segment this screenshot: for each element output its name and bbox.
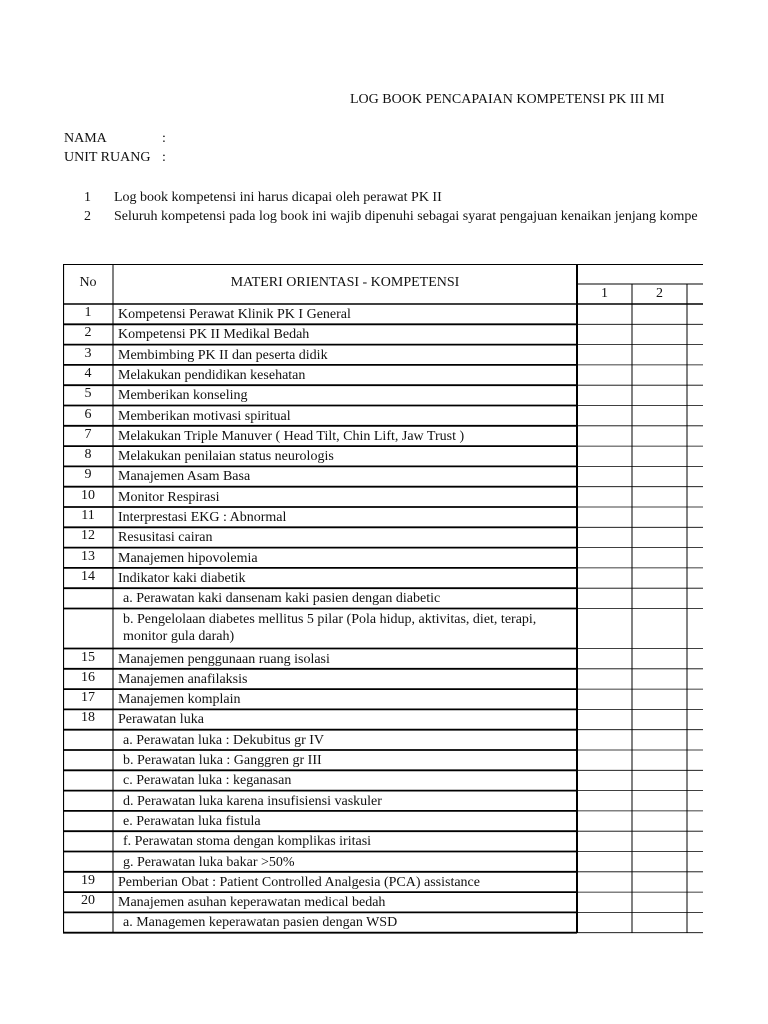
item-text — [118, 489, 220, 506]
item-text — [118, 326, 309, 343]
item-line: Resusitasi cairan — [118, 530, 213, 546]
note-text: Seluruh kompetensi pada log book ini wajib dipenuhi sebagai syarat pengajuan kenaikan jenjang kompe — [114, 209, 698, 224]
row-number: 11 — [81, 508, 95, 523]
document-title: LOG BOOK PENCAPAIAN KOMPETENSI PK III MI — [350, 92, 665, 107]
item-text — [118, 711, 204, 728]
item-line: Manajemen Asam Basa — [118, 469, 251, 485]
row-number: 10 — [81, 487, 95, 503]
row-number: 19 — [81, 872, 95, 888]
note-1 — [84, 190, 442, 206]
item-line: c. Perawatan luka : keganasan — [123, 773, 292, 789]
row-number: 4 — [84, 365, 92, 381]
item-line: a. Managemen keperawatan pasien dengan WSD — [123, 915, 398, 931]
item-line: Memberikan motivasi spiritual — [118, 408, 291, 424]
item-line-2: monitor gula darah) — [123, 628, 235, 644]
field-unit-ruang-colon: : — [162, 150, 166, 165]
sub-item-text — [123, 752, 322, 769]
item-text — [118, 671, 247, 688]
item-text — [118, 347, 328, 364]
row-number: 18 — [81, 710, 95, 726]
row-number: 14 — [81, 568, 95, 584]
header-subcol-2: 2 — [656, 286, 663, 301]
item-text — [118, 387, 247, 404]
item-text — [118, 509, 286, 526]
item-line: a. Perawatan luka : Dekubitus gr IV — [123, 732, 324, 748]
item-line: b. Perawatan luka : Ganggren gr III — [123, 753, 322, 768]
sub-item-text — [123, 854, 295, 871]
item-line: Melakukan Triple Manuver ( Head Tilt, Chin Lift, Jaw Trust ) — [118, 428, 465, 444]
header-subcol-1: 1 — [601, 286, 608, 301]
item-text — [118, 570, 246, 587]
item-line: Indikator kaki diabetik — [118, 570, 246, 586]
item-line: Interprestasi EKG : Abnormal — [118, 510, 287, 525]
field-unit-ruang-label: UNIT RUANG — [64, 150, 151, 165]
item-text — [118, 428, 464, 445]
sub-item-text — [123, 813, 261, 830]
row-number: 16 — [81, 669, 95, 685]
note-2 — [84, 209, 698, 225]
row-number: 1 — [84, 305, 92, 320]
row-number: 13 — [81, 548, 95, 564]
item-text — [118, 894, 385, 911]
sub-item-text — [123, 772, 291, 789]
item-text — [118, 448, 334, 465]
item-text — [118, 691, 240, 708]
item-line: g. Perawatan luka bakar >50% — [123, 854, 295, 870]
sub-item-text — [123, 833, 371, 850]
field-nama-label: NAMA — [64, 131, 107, 146]
row-number: 5 — [84, 386, 92, 402]
row-number: 17 — [81, 690, 95, 706]
item-line: b. Pengelolaan diabetes mellitus 5 pilar (Pola hidup, aktivitas, diet, terapi, — [123, 611, 537, 627]
item-line: Memberikan konseling — [118, 388, 248, 404]
row-number: 12 — [81, 528, 95, 544]
row-number: 20 — [81, 893, 95, 909]
item-line: f. Perawatan stoma dengan komplikas iritasi — [123, 834, 372, 850]
note-number: 2 — [84, 209, 91, 224]
item-text — [118, 550, 258, 567]
item-line: Monitor Respirasi — [118, 489, 220, 505]
row-number: 2 — [84, 325, 92, 341]
item-line: e. Perawatan luka fistula — [123, 813, 261, 829]
note-text: Log book kompetensi ini harus dicapai oleh perawat PK II — [114, 190, 442, 205]
item-text — [118, 651, 330, 668]
note-number: 1 — [84, 190, 91, 205]
item-text — [118, 529, 212, 546]
item-line: Melakukan pendidikan kesehatan — [118, 367, 306, 383]
field-nama — [64, 131, 166, 147]
item-line: d. Perawatan luka karena insufisiensi vaskuler — [123, 793, 382, 809]
item-line: Manajemen anafilaksis — [118, 671, 248, 687]
row-number: 3 — [84, 345, 92, 361]
row-number: 7 — [84, 426, 92, 442]
item-line: Perawatan luka — [118, 712, 204, 728]
competency-table — [63, 264, 703, 934]
header-materi: MATERI ORIENTASI - KOMPETENSI — [230, 275, 460, 290]
row-number: 6 — [84, 406, 92, 422]
item-text — [118, 408, 291, 425]
header-no: No — [79, 275, 97, 290]
row-number: 8 — [84, 447, 92, 463]
item-text — [118, 874, 480, 891]
item-line: Membimbing PK II dan peserta didik — [118, 347, 328, 363]
sub-item-text — [123, 732, 324, 749]
item-line: Pemberian Obat : Patient Controlled Analgesia (PCA) assistance — [118, 874, 480, 890]
sub-item-text — [123, 793, 382, 810]
item-line: a. Perawatan kaki dansenam kaki pasien dengan diabetic — [123, 591, 441, 607]
field-nama-colon: : — [162, 131, 166, 146]
item-text — [118, 367, 305, 384]
item-line: Kompetensi PK II Medikal Bedah — [118, 327, 310, 343]
item-line: Melakukan penilaian status neurologis — [118, 449, 334, 465]
item-line: Manajemen komplain — [118, 692, 241, 708]
sub-item-text — [123, 914, 397, 931]
row-number: 15 — [81, 649, 95, 665]
item-line: Kompetensi Perawat Klinik PK I General — [118, 307, 351, 322]
item-text — [118, 468, 250, 485]
item-line: Manajemen hipovolemia — [118, 550, 258, 566]
item-text — [118, 306, 351, 323]
field-unit-ruang — [64, 150, 166, 166]
item-line: Manajemen asuhan keperawatan medical bedah — [118, 895, 386, 911]
sub-item-text — [123, 611, 536, 645]
row-number: 9 — [84, 467, 92, 483]
sub-item-text — [123, 590, 440, 607]
item-line: Manajemen penggunaan ruang isolasi — [118, 651, 330, 667]
